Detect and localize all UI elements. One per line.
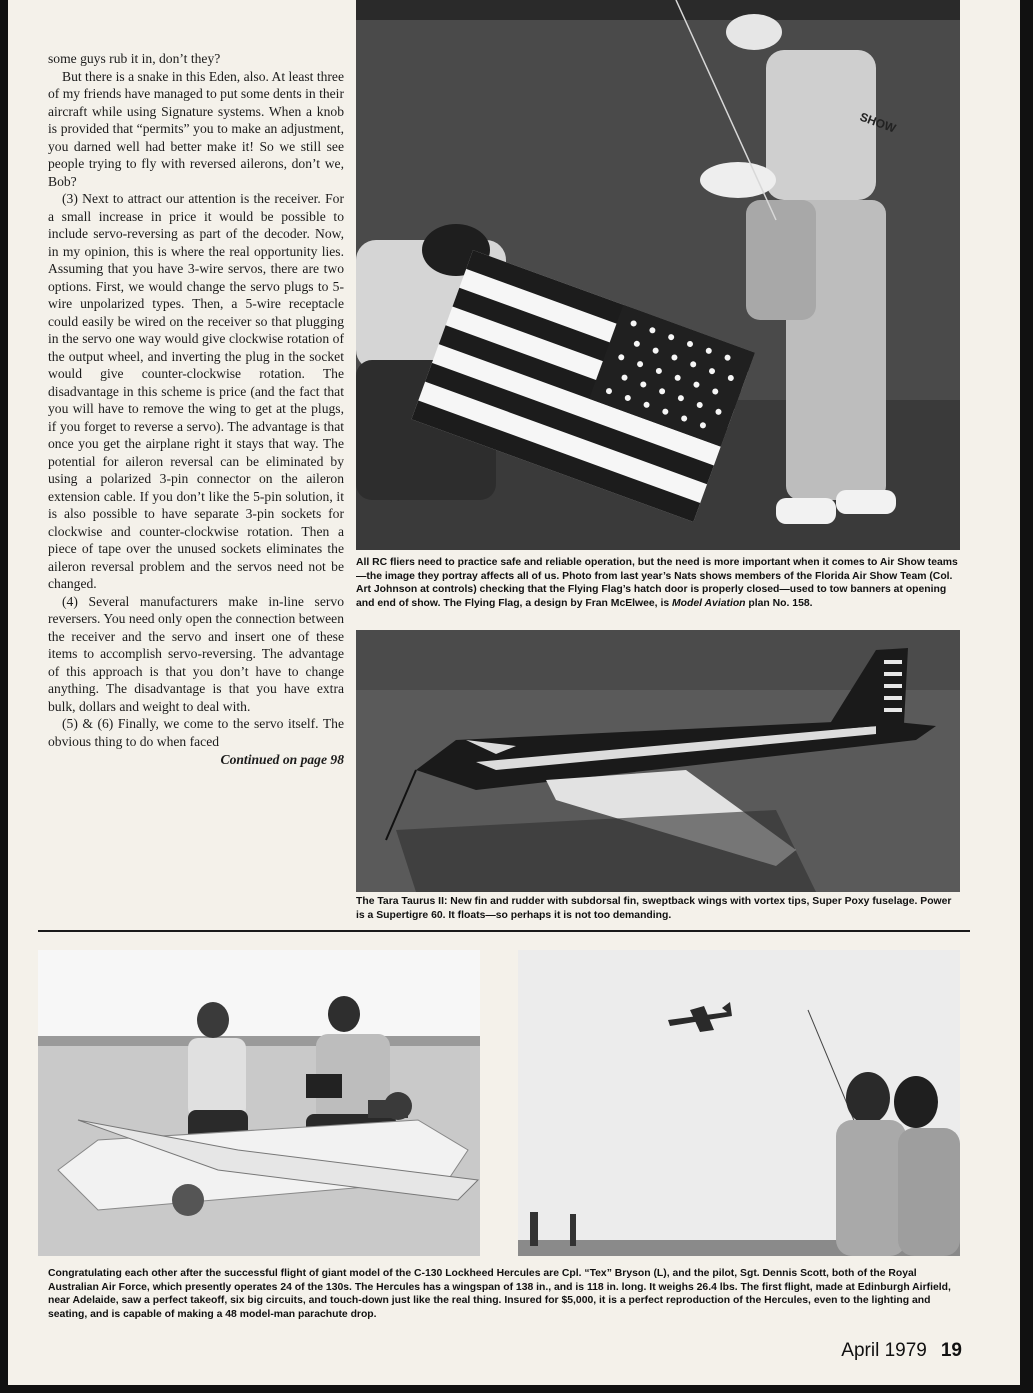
article-column xyxy=(48,50,344,769)
caption-text-end: plan No. 158. xyxy=(745,597,813,609)
hercules-model-photo xyxy=(38,950,480,1256)
flying-flag-photo xyxy=(356,0,960,550)
caption-text: All RC fliers need to practice safe and reliable operation, but the need is more important when it comes to Air Show teams—the image they portray affects all of us. Photo from last year’s Nats shows members of the Florida Air Show Team (Col. Art Johnson at controls) checking that the Flying Flag’s hatch door is properly closed—used to tow banners at opening and end of show. The Flying Flag, a design by Fran McElwee, is xyxy=(356,557,958,609)
shirt-text: SHOW xyxy=(857,109,898,136)
page-number: 19 xyxy=(940,1340,962,1361)
flying-flag-caption xyxy=(356,556,958,610)
tara-taurus-caption: The Tara Taurus II: New fin and rudder with subdorsal fin, sweptback wings with vortex tips, Super Poxy fuselage. Power is a Supertigre 60. It floats—so perhaps it is not too demanding. xyxy=(356,896,952,921)
article-paragraph: (3) Next to attract our attention is the receiver. For a small increase in price it would be possible to include servo-reversing as part of the decoder. Now, in my opinion, this is where the real opportunity lies. Assuming that you have 3-wire servos, there are two options. First, we would change the servo plugs to 5-wire unpolarized types. Then, a 5-wire receptacle could easily be wired on the receiver so that plugging in the servo one way would give clockwise rotation of the output wheel, and inverting the plug in the socket would give counter-clockwise rotation. The disadvantage in this scheme is price (and the fact that you will have to remove the wing to get at the plugs, if you forget to reverse a servo). The advantage is that once you get the airplane right it stays that way. The potential for aileron reversal can be eliminated by using a polarized 3-pin connector on the aileron extension cable. If you don’t like the 5-pin solution, it is also possible to have separate 3-pin sockets for clockwise and counter-clockwise rotation. Then a piece of tape over the unused sockets eliminates the aileron reversal problem and the servos need not be changed. xyxy=(48,191,344,591)
page-footer xyxy=(841,1340,962,1362)
hercules-flight-photo xyxy=(518,950,960,1256)
caption-magazine-name: Model Aviation xyxy=(672,597,746,609)
article-paragraph: some guys rub it in, don’t they? xyxy=(48,51,221,66)
article-paragraph: But there is a snake in this Eden, also. At least three of my friends have managed to put some dents in their aircraft while using Signature systems. When a knob is provided that “permits” you to make an adjustment, you darned well had better make it! So we still see people trying to fly with reversed ailerons, don’t we, Bob? xyxy=(48,68,345,189)
article-paragraph: (5) & (6) Finally, we come to the servo itself. The obvious thing to do when faced xyxy=(48,716,344,749)
article-paragraph: (4) Several manufacturers make in-line servo reversers. You need only open the connection between the receiver and the servo and insert one of these items to accomplish servo-reversing. The advantage of this approach is that you don’t have to change anything. The disadvantage is that you have extra bulk, dollars and weight to deal with. xyxy=(48,593,344,714)
section-divider xyxy=(38,930,970,932)
magazine-page xyxy=(8,0,1020,1385)
continued-line: Continued on page 98 xyxy=(220,752,344,767)
hercules-caption: Congratulating each other after the successful flight of giant model of the C-130 Lockheed Hercules are Cpl. “Tex” Bryson (L), and the pilot, Sgt. Dennis Scott, both of the Royal Australian Air Force, which presently operates 24 of the 130s. The Hercules has a wingspan of 138 in., and is 118 in. long. It weighs 26.4 lbs. The first flight, made at Edinburgh Airfield, near Adelaide, saw a perfect takeoff, six big circuits, and touch-down just like the real thing. Insured for $5,000, it is a perfect reproduction of the Hercules, even to the lighting and seating, and is capable of making a 48 model-man parachute drop. xyxy=(48,1268,951,1320)
tara-taurus-photo xyxy=(356,630,960,892)
issue-date: April 1979 xyxy=(841,1340,927,1361)
